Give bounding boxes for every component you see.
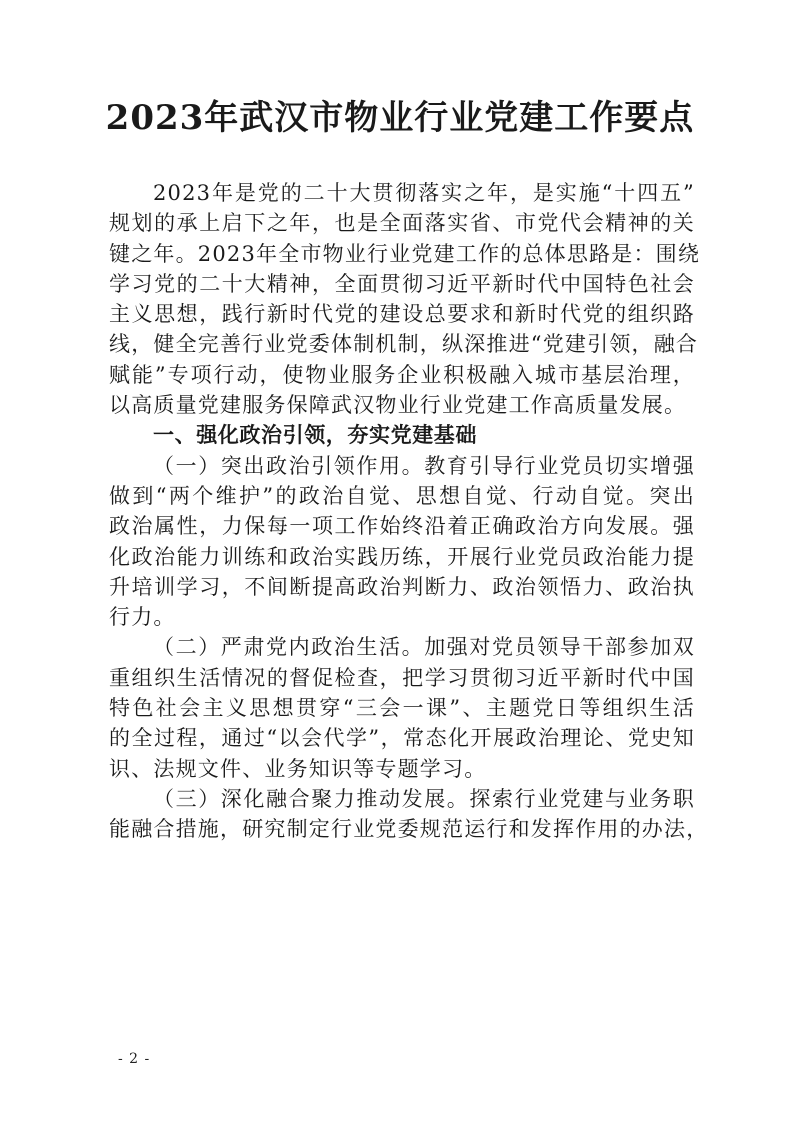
document-title: 2023年武汉市物业行业党建工作要点 bbox=[105, 98, 695, 138]
paragraph-line: 主义思想，践行新时代党的建设总要求和新时代党的组织路 bbox=[109, 302, 695, 327]
paragraph-line: （二）严肃党内政治生活。加强对党员领导干部参加双 bbox=[153, 635, 695, 660]
paragraph-line: 以高质量党建服务保障武汉物业行业党建工作高质量发展。 bbox=[109, 393, 687, 418]
paragraph-line: 做到“两个维护”的政治自觉、思想自觉、行动自觉。突出 bbox=[109, 483, 695, 508]
paragraph-line: 2023年是党的二十大贯彻落实之年，是实施“十四五” bbox=[153, 181, 695, 205]
intro-paragraph bbox=[109, 178, 701, 420]
section-heading: 一、强化政治引领，夯实党建基础 bbox=[153, 423, 477, 448]
subsection-1 bbox=[109, 451, 695, 633]
paragraph-line: 政治属性，力保每一项工作始终沿着正确政治方向发展。强 bbox=[109, 514, 695, 539]
page-number: - 2 - bbox=[118, 1051, 151, 1067]
paragraph-line: 识、法规文件、业务知识等专题学习。 bbox=[109, 756, 487, 781]
paragraph-line: 规划的承上启下之年，也是全面落实省、市党代会精神的关 bbox=[109, 211, 695, 236]
document-body bbox=[109, 178, 709, 845]
paragraph-line: 行力。 bbox=[109, 605, 176, 630]
paragraph-line: 的全过程，通过“以会代学”，常态化开展政治理论、党史知 bbox=[109, 726, 695, 751]
paragraph-line: 键之年。2023年全市物业行业党建工作的总体思路是：围绕 bbox=[109, 241, 701, 266]
paragraph-line: （三）深化融合聚力推动发展。探索行业党建与业务职 bbox=[153, 786, 695, 811]
paragraph-line: 学习党的二十大精神，全面贯彻习近平新时代中国特色社会 bbox=[109, 271, 695, 296]
paragraph-line: 重组织生活情况的督促检查，把学习贯彻习近平新时代中国 bbox=[109, 665, 695, 690]
paragraph-line: 赋能”专项行动，使物业服务企业积极融入城市基层治理， bbox=[109, 362, 695, 387]
paragraph-line: 特色社会主义思想贯穿“三会一课”、主题党日等组织生活 bbox=[109, 696, 695, 721]
paragraph-line: 升培训学习，不间断提高政治判断力、政治领悟力、政治执 bbox=[109, 574, 695, 599]
paragraph-line: 线，健全完善行业党委体制机制，纵深推进“党建引领，融合 bbox=[109, 332, 699, 357]
paragraph-line: 能融合措施，研究制定行业党委规范运行和发挥作用的办法， bbox=[109, 817, 709, 842]
paragraph-line: 化政治能力训练和政治实践历练，开展行业党员政治能力提 bbox=[109, 544, 695, 569]
subsection-3 bbox=[109, 784, 709, 845]
subsection-2 bbox=[109, 632, 695, 783]
paragraph-line: （一）突出政治引领作用。教育引导行业党员切实增强 bbox=[153, 453, 695, 478]
